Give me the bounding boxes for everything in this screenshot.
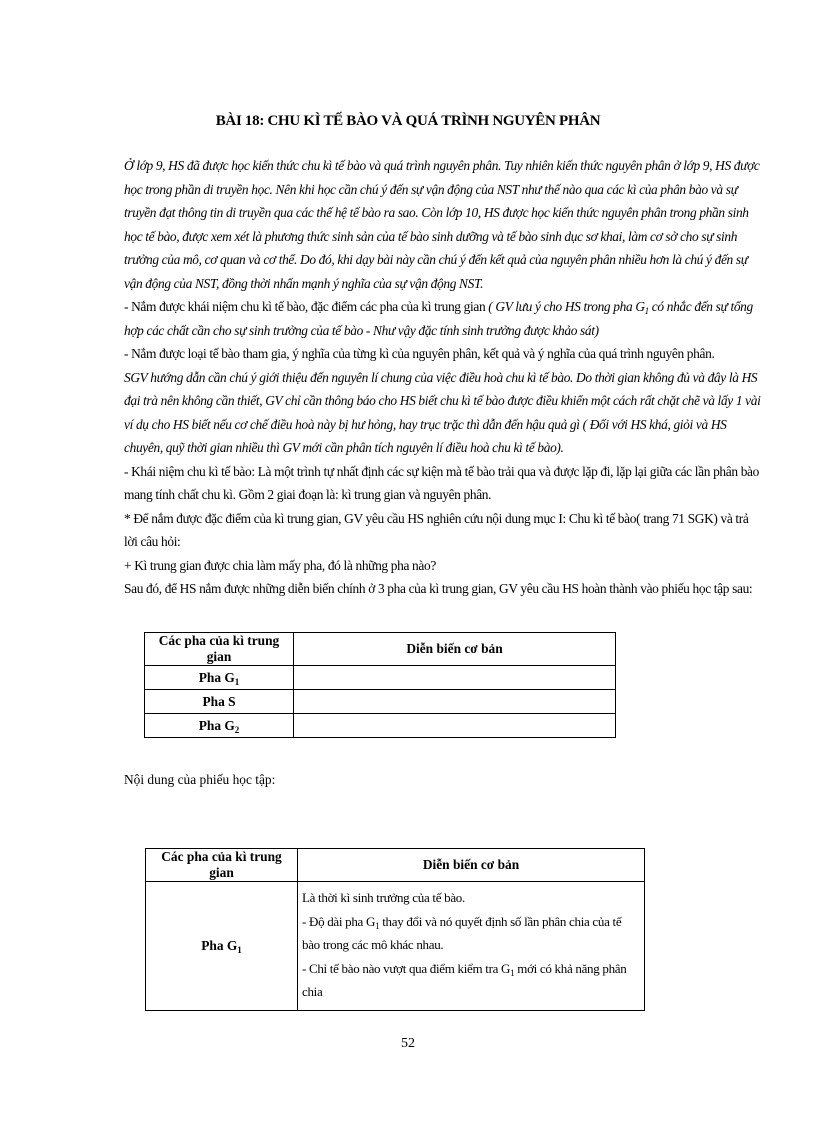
objective-1-note-a: ( GV lưu ý cho HS trong pha G [488, 299, 645, 314]
task-instruction: * Để nắm được đặc điểm của kì trung gian, GV yêu cầu HS nghiên cứu nội dung mục I: Chu kì tế bào( trang 71 SGK) và trả lời câu hỏi: [124, 510, 749, 549]
line-2-text-b: thay đổi và nó quyết định số lần phân chia của tế bào trong các mô khác nhau. [302, 913, 622, 952]
table-header-row [146, 849, 645, 882]
phase-g1-cell [145, 666, 294, 690]
lesson-title: BÀI 18: CHU KÌ TẾ BÀO VÀ QUÁ TRÌNH NGUYÊN PHÂN [215, 113, 601, 129]
phase-g1-subscript: 1 [237, 944, 242, 955]
header-events: Diễn biến cơ bản [298, 849, 645, 882]
line-2-text-a: - Độ dài pha G [302, 913, 376, 929]
phase-g2-cell [145, 714, 294, 738]
phase-g2-label: Pha G [198, 717, 235, 733]
objective-paragraph-1 [124, 295, 764, 342]
worksheet-answer-table [145, 848, 645, 1011]
teacher-guide-paragraph: SGV hướng dẫn cần chú ý giới thiệu đến nguyên lí chung của việc điều hoà chu kì tế bào. Do thời gian không đủ và đây là HS đại trà nên không cần thiết, GV chỉ cần thông báo cho HS biết chu kì tế bào được điều khiển một cách rất chặt chẽ và lấy 1 vài ví dụ cho HS biết nếu cơ chế điều hoà này bị hư hỏng, hay trục trặc thì dẫn đến hậu quả gì ( Đối với HS khá, giỏi và HS chuyên, quỹ thời gian nhiều thì GV mới cần phân tích nguyên lí điều hoà chu kì tế bào). [124, 369, 761, 455]
task-question: + Kì trung gian được chia làm mấy pha, đó là những pha nào? [124, 557, 436, 573]
header-phases: Các pha của kì trung gian [145, 633, 294, 666]
empty-answer-cell [294, 714, 616, 738]
phase-g1-label: Pha G [201, 937, 238, 953]
page-number: 52 [401, 1036, 415, 1051]
lesson-body [124, 154, 764, 601]
table-header-row [145, 633, 616, 666]
table-row [146, 882, 645, 1011]
empty-answer-cell [294, 666, 616, 690]
header-events: Diễn biến cơ bản [294, 633, 616, 666]
line-2-subscript: 1 [375, 920, 380, 931]
line-3-text-b: mới có khả năng phân chia [302, 960, 627, 999]
line-3-subscript: 1 [510, 967, 515, 978]
cell-cycle-definition: - Khái niệm chu kì tế bào: Là một trình tự nhất định các sự kiện mà tế bào trải qua và được lặp đi, lặp lại giữa các lần phân bào mang tính chất chu kì. Gồm 2 giai đoạn là: kì trung gian và nguyên phân. [124, 463, 759, 502]
intro-paragraph: Ở lớp 9, HS đã được học kiến thức chu kì tế bào và quá trình nguyên phân. Tuy nhiên kiến thức nguyên phân ở lớp 9, HS được học trong phần di truyền học. Nên khi học cần chú ý đến sự vận động của NST như thế nào qua các kì của phân bào và sự truyền đạt thông tin di truyền qua các thế hệ tế bào ra sao. Còn lớp 10, HS được học kiến thức nguyên phân trong phần sinh học tế bào, được xem xét là phương thức sinh sản của tế bào sinh dưỡng và tế bào sinh dục sơ khai, làm cơ sở cho sự sinh trưởng của mô, cơ quan và cơ thể. Do đó, khi dạy bài này cần chú ý đến kết quả của nguyên phân nhiều hơn là chú ý đến sự vận động của NST, đồng thời nhấn mạnh ý nghĩa của sự vận động NST. [124, 158, 760, 291]
phase-s-cell: Pha S [145, 690, 294, 714]
objective-1-text: - Nắm được khái niệm chu kì tế bào, đặc điểm các pha của kì trung gian [124, 299, 489, 314]
description-line-3 [302, 957, 640, 1004]
worksheet-content-label: Nội dung của phiếu học tập: [124, 772, 276, 787]
objective-1-subscript: 1 [644, 306, 649, 316]
line-3-text-a: - Chỉ tế bào nào vượt qua điểm kiểm tra G [302, 960, 511, 976]
table-row [145, 690, 616, 714]
table-row [145, 666, 616, 690]
worksheet-table [144, 632, 616, 738]
phase-g1-subscript: 1 [234, 676, 240, 687]
description-line-1: Là thời kì sinh trưởng của tế bào. [302, 890, 465, 905]
phase-g2-subscript: 2 [234, 724, 240, 735]
empty-answer-cell [294, 690, 616, 714]
objective-paragraph-2: - Nắm được loại tế bào tham gia, ý nghĩa của từng kì của nguyên phân, kết quả và ý nghĩa của quá trình nguyên phân. [124, 346, 715, 361]
description-line-2 [302, 910, 640, 957]
header-phases: Các pha của kì trung gian [146, 849, 298, 882]
phase-g1-label: Pha G [198, 669, 235, 685]
phase-g1-cell [146, 882, 298, 1011]
phase-g1-description [298, 882, 645, 1011]
worksheet-instruction: Sau đó, để HS nắm được những diễn biến chính ở 3 pha của kì trung gian, GV yêu cầu HS hoàn thành vào phiếu học tập sau: [124, 581, 753, 596]
objective-1-note-b: có nhắc đến sự tổng hợp các chất cần cho sự sinh trưởng của tế bào - Như vậy đặc tính sinh trưởng được khảo sát) [124, 299, 753, 338]
table-row [145, 714, 616, 738]
